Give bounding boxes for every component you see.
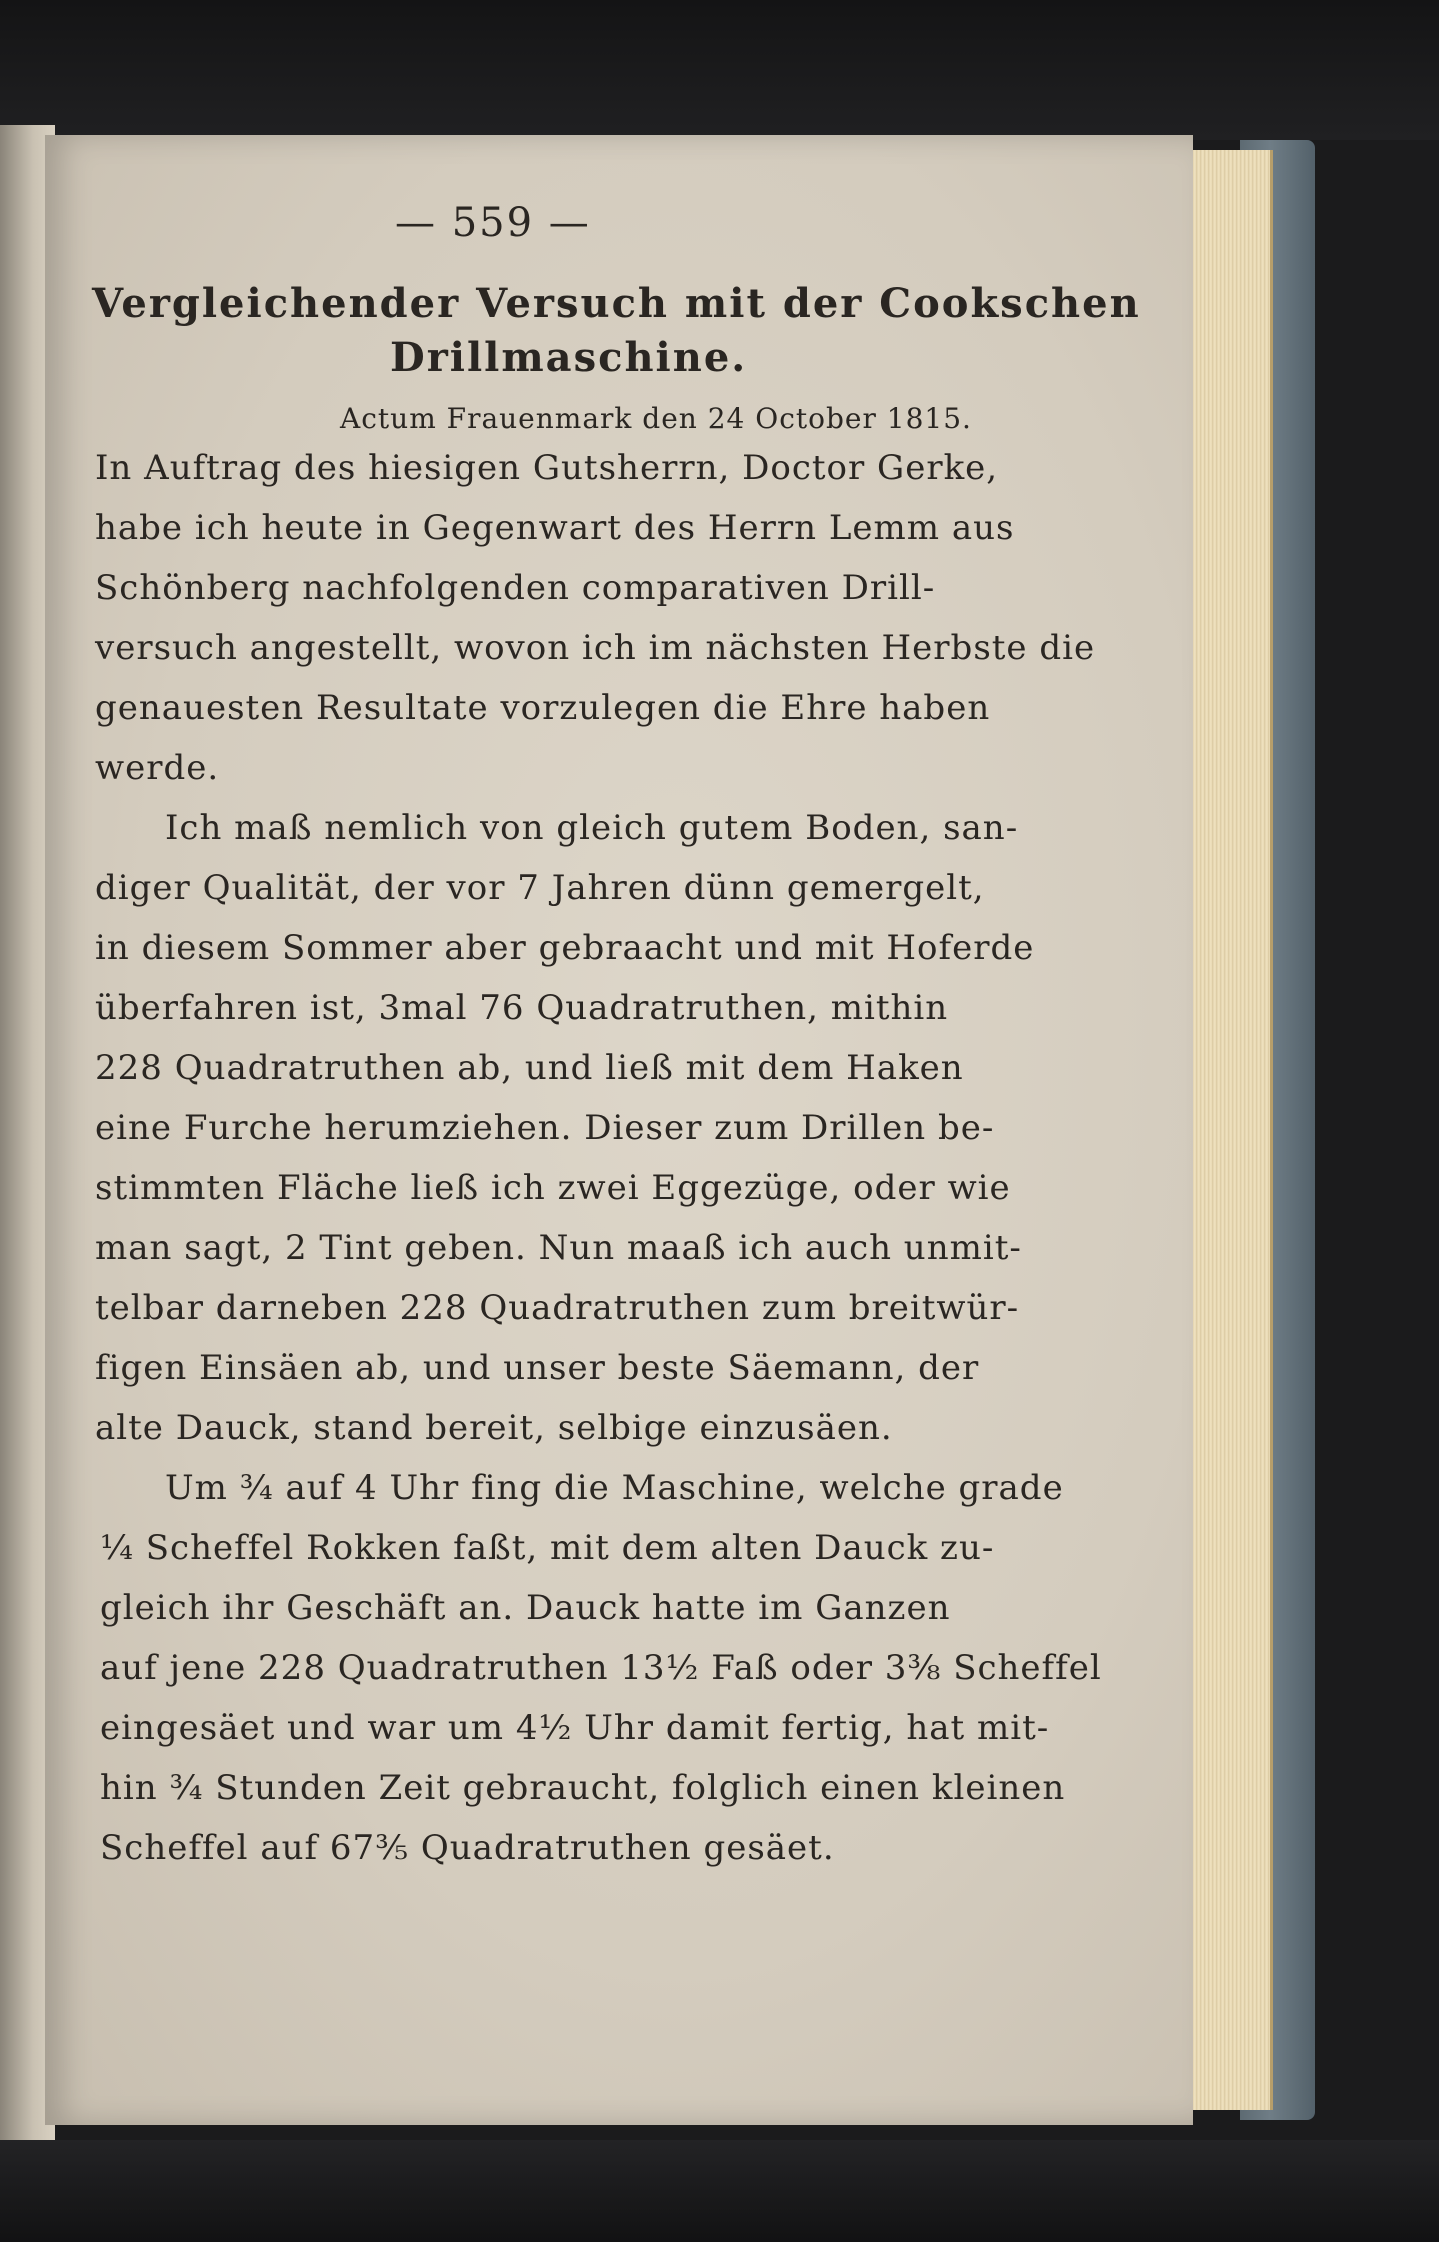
body-line: Schönberg nachfolgenden comparativen Drill- <box>95 568 936 608</box>
body-line: telbar darneben 228 Quadratruthen zum breitwür- <box>95 1288 1020 1328</box>
page-number: — 559 — <box>395 200 591 246</box>
body-line: Um ¾ auf 4 Uhr fing die Maschine, welche grade <box>165 1468 1064 1508</box>
body-line: 228 Quadratruthen ab, und ließ mit dem Haken <box>95 1048 964 1088</box>
body-line: Ich maß nemlich von gleich gutem Boden, san- <box>165 808 1019 848</box>
body-line: in diesem Sommer aber gebraacht und mit Hoferde <box>95 928 1035 968</box>
body-line: eine Furche herumziehen. Dieser zum Drillen be- <box>95 1108 995 1148</box>
body-line: gleich ihr Geschäft an. Dauck hatte im Ganzen <box>100 1588 951 1628</box>
body-line: versuch angestellt, wovon ich im nächsten Herbste die <box>95 628 1096 668</box>
page-block-edge <box>1185 150 1273 2110</box>
body-line: In Auftrag des hiesigen Gutsherrn, Doctor Gerke, <box>95 448 999 488</box>
body-line: habe ich heute in Gegenwart des Herrn Lemm aus <box>95 508 1015 548</box>
body-line: alte Dauck, stand bereit, selbige einzusäen. <box>95 1408 893 1448</box>
body-line: überfahren ist, 3mal 76 Quadratruthen, mithin <box>95 988 949 1028</box>
body-line: eingesäet und war um 4½ Uhr damit fertig, hat mit- <box>100 1708 1050 1748</box>
dateline: Actum Frauenmark den 24 October 1815. <box>340 402 972 435</box>
body-line: ¼ Scheffel Rokken faßt, mit dem alten Dauck zu- <box>100 1528 995 1568</box>
chapter-title-line-1: Vergleichender Versuch mit der Cookschen <box>92 280 1141 327</box>
body-line: werde. <box>95 748 220 788</box>
chapter-title-line-2: Drillmaschine. <box>390 334 748 381</box>
body-line: genauesten Resultate vorzulegen die Ehre haben <box>95 688 991 728</box>
body-line: man sagt, 2 Tint geben. Nun maaß ich auch unmit- <box>95 1228 1022 1268</box>
body-line: hin ¾ Stunden Zeit gebraucht, folglich einen kleinen <box>100 1768 1066 1808</box>
background-top <box>0 0 1439 140</box>
body-line: diger Qualität, der vor 7 Jahren dünn gemergelt, <box>95 868 985 908</box>
body-line: auf jene 228 Quadratruthen 13½ Faß oder 3⅜ Scheffel <box>100 1648 1102 1688</box>
body-line: stimmten Fläche ließ ich zwei Eggezüge, oder wie <box>95 1168 1011 1208</box>
body-line: Scheffel auf 67⅗ Quadratruthen gesäet. <box>100 1828 835 1868</box>
body-line: figen Einsäen ab, und unser beste Säemann, der <box>95 1348 980 1388</box>
background-bottom <box>0 2140 1439 2242</box>
